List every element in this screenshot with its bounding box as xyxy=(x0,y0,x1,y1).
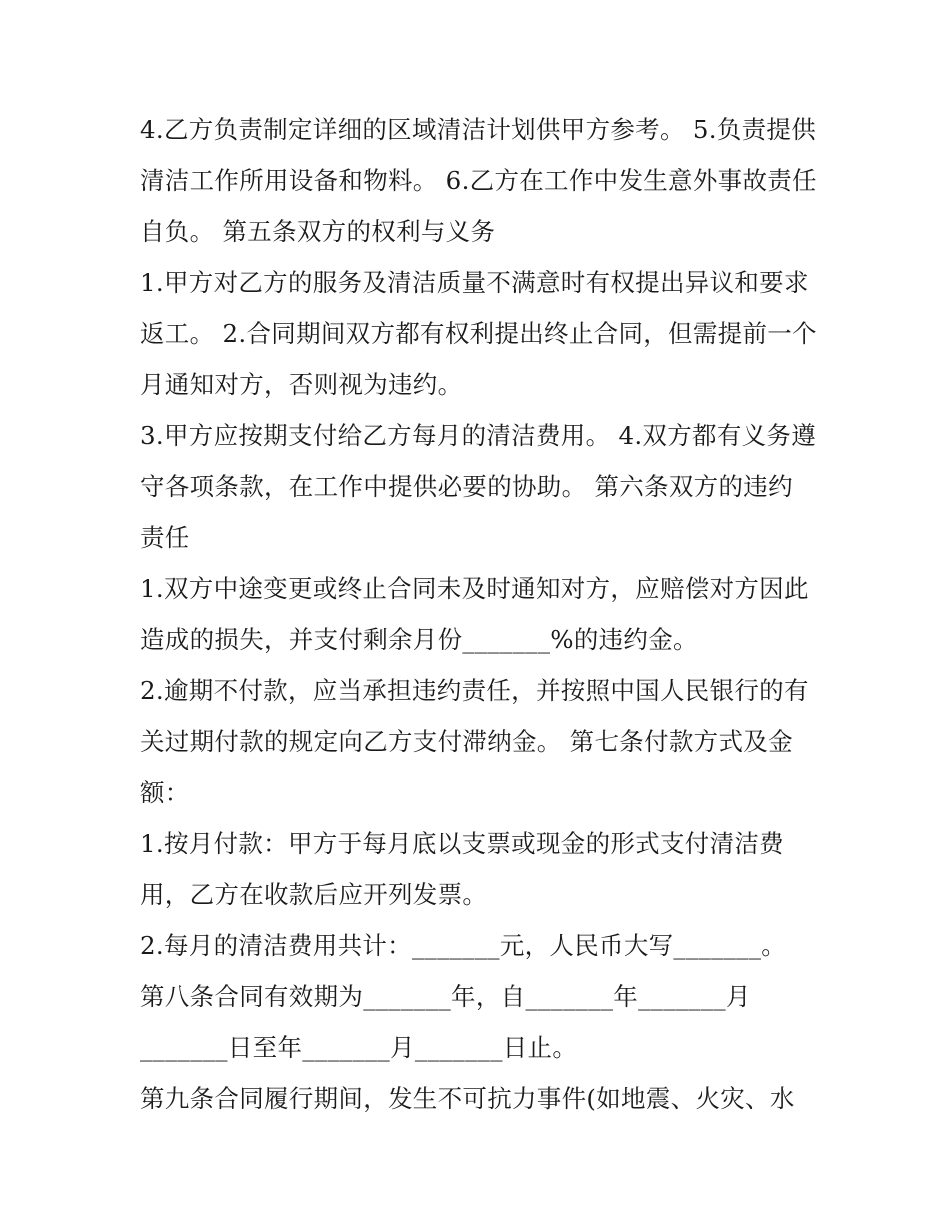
text-line: 返工。 2.合同期间双方都有权利提出终止合同，但需提前一个 xyxy=(140,319,817,348)
text-line: 自负。 第五条双方的权利与义务 xyxy=(140,217,496,246)
text-line: 月通知对方，否则视为违约。 xyxy=(140,370,463,399)
text-line: 责任 xyxy=(140,523,190,552)
text-line: 1.按月付款：甲方于每月底以支票或现金的形式支付清洁费 xyxy=(140,829,784,858)
text-line: 额： xyxy=(140,778,190,807)
text-line: 1.甲方对乙方的服务及清洁质量不满意时有权提出异议和要求 xyxy=(140,268,809,297)
text-line: 清洁工作所用设备和物料。 6.乙方在工作中发生意外事故责任 xyxy=(140,166,817,195)
text-line: 用，乙方在收款后应开列发票。 xyxy=(140,880,488,909)
text-line: 1.双方中途变更或终止合同未及时通知对方，应赔偿对方因此 xyxy=(140,574,809,603)
document-body xyxy=(140,104,820,1124)
text-line: 第八条合同有效期为_______年，自_______年_______月 xyxy=(140,982,751,1011)
text-line: 关过期付款的规定向乙方支付滞纳金。 第七条付款方式及金 xyxy=(140,727,793,756)
text-line: 造成的损失，并支付剩余月份_______%的违约金。 xyxy=(140,625,698,654)
text-line: 4.乙方负责制定详细的区域清洁计划供甲方参考。 5.负责提供 xyxy=(140,115,817,144)
text-line: 守各项条款，在工作中提供必要的协助。 第六条双方的违约 xyxy=(140,472,793,501)
text-line: 2.逾期不付款，应当承担违约责任，并按照中国人民银行的有 xyxy=(140,676,809,705)
text-line: 2.每月的清洁费用共计：_______元，人民币大写_______。 xyxy=(140,931,787,960)
text-line: 第九条合同履行期间，发生不可抗力事件(如地震、火灾、水 xyxy=(140,1084,795,1113)
text-line: _______日至年_______月_______日止。 xyxy=(140,1033,578,1062)
text-line: 3.甲方应按期支付给乙方每月的清洁费用。 4.双方都有义务遵 xyxy=(140,421,817,450)
